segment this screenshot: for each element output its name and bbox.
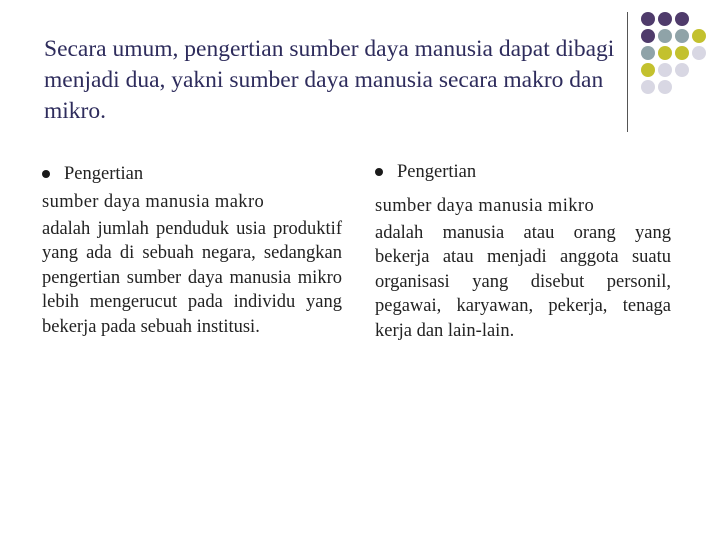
left-bullet-label: Pengertian bbox=[64, 163, 144, 184]
decorative-dot bbox=[658, 12, 672, 26]
right-definition: adalah manusia atau orang yang bekerja atau menjadi anggota suatu organisasi yang disebut personil, pegawai, karyawan, pekerja, tenaga kerja dan lain-lain. bbox=[375, 222, 671, 341]
decorative-dot bbox=[641, 12, 655, 26]
decorative-dot bbox=[658, 80, 672, 94]
decorative-dot bbox=[641, 29, 655, 43]
decorative-dot bbox=[641, 63, 655, 77]
decorative-dot bbox=[658, 46, 672, 60]
decorative-dot bbox=[658, 63, 672, 77]
decorative-dot bbox=[641, 46, 655, 60]
decorative-dot bbox=[658, 29, 672, 43]
decorative-dot bbox=[692, 46, 706, 60]
bullet-icon bbox=[375, 168, 383, 176]
right-column bbox=[375, 161, 671, 343]
decorative-dot bbox=[675, 63, 689, 77]
decorative-dot bbox=[675, 46, 689, 60]
decorative-dot bbox=[675, 12, 689, 26]
left-term: sumber daya manusia makro bbox=[42, 192, 265, 212]
decorative-dot bbox=[692, 29, 706, 43]
right-term: sumber daya manusia mikro bbox=[375, 196, 595, 216]
decorative-dot bbox=[675, 29, 689, 43]
title-divider bbox=[627, 12, 628, 132]
left-column bbox=[42, 162, 342, 339]
bullet-icon bbox=[42, 170, 50, 178]
left-bullet-line bbox=[42, 162, 342, 186]
right-bullet-line bbox=[375, 160, 671, 184]
slide-title: Secara umum, pengertian sumber daya manusia dapat dibagi menjadi dua, yakni sumber daya manusia secara makro dan mikro. bbox=[44, 36, 615, 124]
right-bullet-label: Pengertian bbox=[397, 161, 477, 182]
decorative-dot bbox=[641, 80, 655, 94]
left-definition: adalah jumlah penduduk usia produktif yang ada di sebuah negara, sedangkan pengertian sumber daya manusia mikro lebih mengerucut pada individu yang bekerja pada sebuah institusi. bbox=[42, 218, 342, 337]
decorative-dot-grid bbox=[638, 10, 718, 130]
